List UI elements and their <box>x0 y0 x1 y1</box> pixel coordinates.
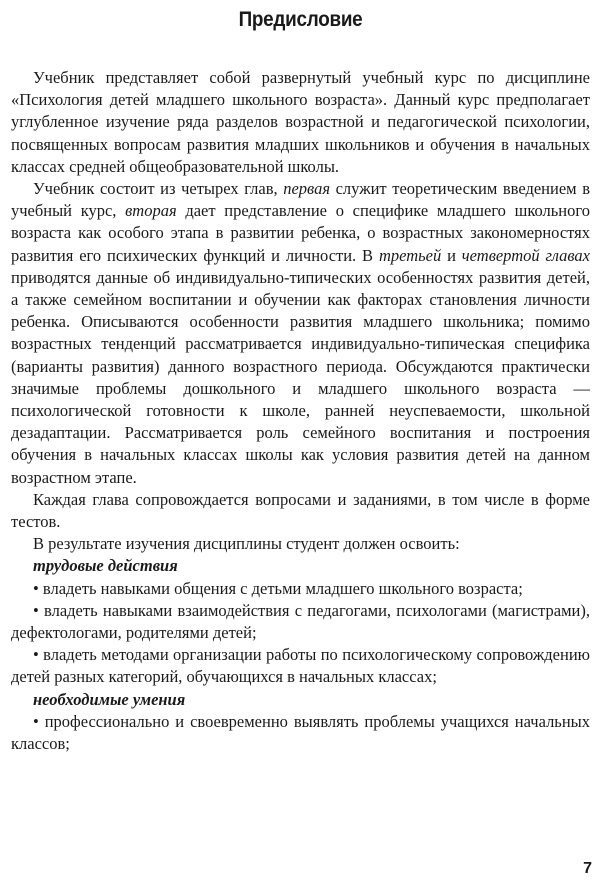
text-run: служит теоретическим введением в учебный курс, <box>11 179 590 221</box>
emphasis-second: вторая <box>125 201 177 221</box>
section-heading-skills: необходимые умения <box>33 689 186 709</box>
paragraph-competencies: В результате изучения дисциплины студент должен освоить: <box>33 534 460 554</box>
emphasis-first: первая <box>283 179 331 199</box>
paragraph-questions: Каждая глава сопровождается вопросами и заданиями, в том числе в форме тестов. <box>11 489 590 532</box>
text-run: дает представление о специфике младшего школьного возраста как особого этапа в развитии ребенка, о возрастных закономерностях развития его психических функций и личности. В <box>11 201 590 265</box>
page-title: Предисловие <box>238 8 363 31</box>
emphasis-fourth: четвертой главах <box>461 245 590 265</box>
emphasis-third: третьей <box>378 245 442 265</box>
section-heading-actions: трудовые действия <box>33 556 178 576</box>
body-text <box>11 67 590 755</box>
list-item: • владеть навыками взаимодействия с педагогами, психологами (магистрами), дефектологами, родителями детей; <box>11 600 590 643</box>
paragraph-structure <box>11 178 590 489</box>
text-run: и <box>441 245 462 265</box>
paragraph-intro: Учебник представляет собой развернутый учебный курс по дисциплине «Психология детей младшего школьного возраста». Данный курс предполагает углубленное изучение ряда разделов возрастной и педагогической психологии, посвященных вопросам развития младших школьников и обучения в начальных классах средней общеобразовательной школы. <box>11 68 590 176</box>
list-item: • владеть методами организации работы по психологическому сопровождению детей разных категорий, обучающихся в начальных классах; <box>11 645 590 687</box>
page-number: 7 <box>583 860 592 877</box>
text-run: Учебник состоит из четырех глав, <box>33 179 284 199</box>
list-item: • владеть навыками общения с детьми младшего школьного возраста; <box>33 578 523 598</box>
text-run: приводятся данные об индивидуально-типических особенностях развития детей, а также семейном воспитании и обучении как факторах становления личности ребенка. Описываются особенности развития младшего школьника; помимо возрастных тенденций рассматривается индивидуально-типическая специфика (варианты развития) данного возрастного периода. Обсуждаются практически значимые проблемы дошкольного и младшего школьного возраста — психологической готовности к школе, ранней неуспеваемости, школьной дезадаптации. Рассматривается роль семейного воспитания и построения обучения в начальных классах школы как условия развития детей на данном возрастном этапе. <box>11 267 590 487</box>
list-item: • профессионально и своевременно выявлять проблемы учащихся начальных классов; <box>11 711 590 754</box>
